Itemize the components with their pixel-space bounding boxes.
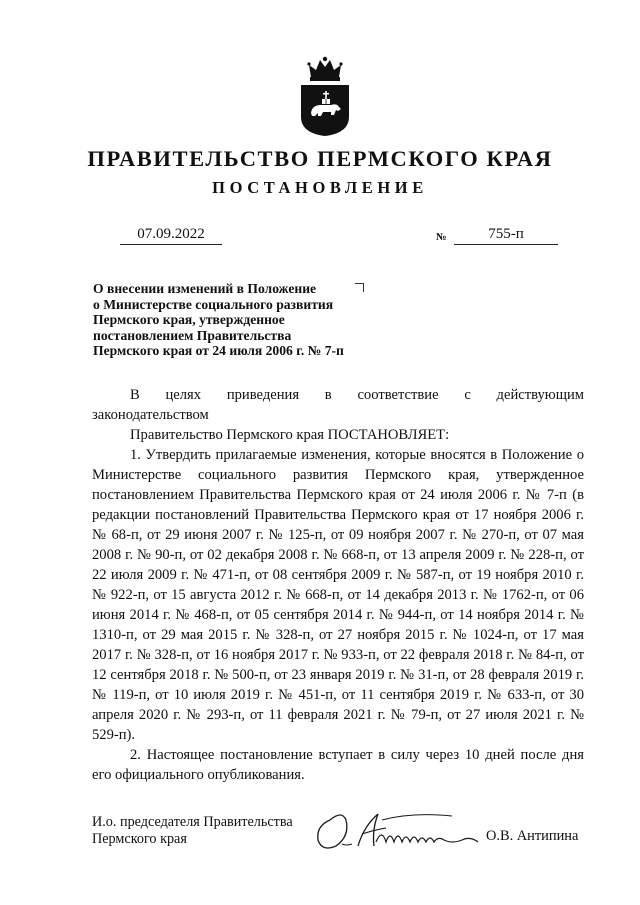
subject-line: Пермского края, утвержденное <box>93 312 285 327</box>
signatory-position <box>92 814 293 848</box>
item-1-paragraph: 1. Утвердить прилагаемые изменения, которые вносятся в Положение о Министерстве социального развития Пермского края, утвержденное постановлением Правительства Пермского края от 24 июля 2006 г. № 7-п (в редакции постановлений Правительства Пермского края от 17 ноября 2006 г. № 68-п, от 29 июня 2007 г. № 125-п, от 09 ноября 2007 г. № 270-п, от 07 мая 2008 г. № 90-п, от 02 декабря 2008 г. № 668-п, от 13 апреля 2009 г. № 228-п, от 22 июля 2009 г. № 471-п, от 08 сентября 2009 г. № 587-п, от 19 ноября 2010 г. № 922-п, от 15 августа 2012 г. № 668-п, от 14 декабря 2013 г. № 1762-п, от 06 июня 2014 г. № 468-п, от 05 сентября 2014 г. № 944-п, от 14 ноября 2014 г. № 1310-п, от 29 мая 2015 г. № 328-п, от 27 ноября 2015 г. № 1024-п, от 17 мая 2017 г. № 328-п, от 16 ноября 2017 г. № 933-п, от 22 февраля 2018 г. № 84-п, от 12 сентября 2018 г. № 500-п, от 23 января 2019 г. № 31-п, от 28 февраля 2019 г. № 119-п, от 10 июля 2019 г. № 451-п, от 11 сентября 2019 г. № 633-п, от 30 апреля 2020 г. № 293-п, от 11 февраля 2021 г. № 79-п, от 27 июля 2021 г. № 529-п). <box>92 447 584 743</box>
intro-paragraph-line: В целях приведения в соответствие с действующим <box>130 387 584 403</box>
signatory-position-line: И.о. председателя Правительства <box>92 814 293 830</box>
document-date: 07.09.2022 <box>120 226 222 245</box>
document-type: ПОСТАНОВЛЕНИЕ <box>212 178 428 197</box>
number-sign: № <box>436 232 447 243</box>
document-number: 755-п <box>454 226 558 245</box>
perm-krai-coat-of-arms-icon <box>297 55 353 137</box>
subject-line: О внесении изменений в Положение <box>93 281 317 296</box>
subject-line: Пермского края от 24 июля 2006 г. № 7-п <box>93 343 344 358</box>
signatory-name: О.В. Антипина <box>486 828 579 844</box>
handwritten-signature <box>312 806 488 856</box>
subject-line: о Министерстве социального развития <box>93 296 334 312</box>
document-body <box>92 385 584 785</box>
document-subject <box>93 281 393 359</box>
item-2-paragraph: 2. Настоящее постановление вступает в силу через 10 дней после дня его официального опубликования. <box>92 747 584 783</box>
government-title: ПРАВИТЕЛЬСТВО ПЕРМСКОГО КРАЯ <box>87 146 553 171</box>
subject-line: постановлением Правительства <box>93 327 292 343</box>
intro-paragraph-line: законодательством <box>92 407 209 423</box>
subject-corner-mark <box>355 283 364 292</box>
signatory-position-line: Пермского края <box>92 831 187 847</box>
resolves-paragraph: Правительство Пермского края ПОСТАНОВЛЯЕТ: <box>130 427 450 443</box>
